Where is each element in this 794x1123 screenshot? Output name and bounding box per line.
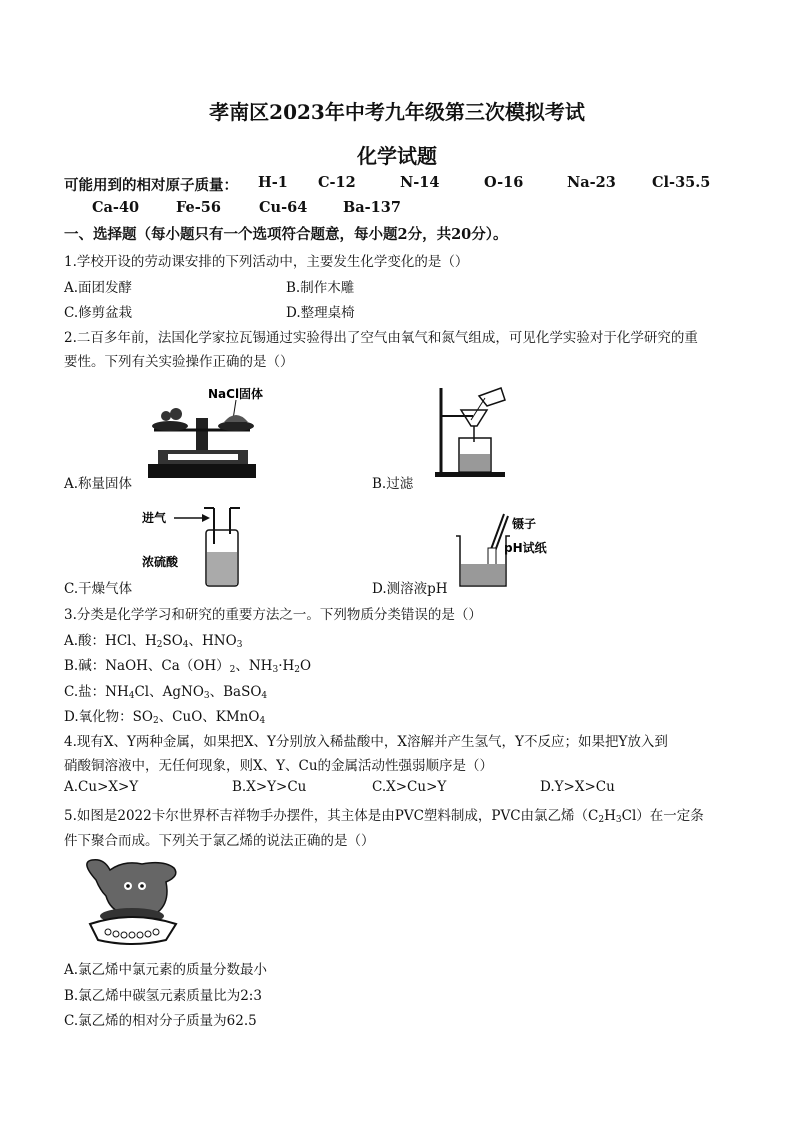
section-heading: 一、选择题（每小题只有一个选项符合题意，每小题2分，共20分）。 bbox=[64, 226, 508, 243]
q5-option-a: A.氯乙烯中氯元素的质量分数最小 bbox=[64, 962, 268, 978]
mascot-figure bbox=[70, 856, 190, 952]
page-title: 孝南区2023年中考九年级第三次模拟考试 bbox=[209, 100, 585, 124]
gas-in-label: 进气 bbox=[142, 511, 167, 525]
q1-option-a: A.面团发酵 bbox=[64, 280, 133, 296]
tweezers-label: 镊子 bbox=[512, 517, 537, 531]
page-subtitle: 化学试题 bbox=[357, 144, 437, 168]
q1-option-b: B.制作木雕 bbox=[286, 280, 355, 296]
atomic-mass-item: Cu-64 bbox=[259, 199, 308, 216]
q2-option-a: A.称量固体 bbox=[64, 476, 133, 492]
nacl-label: NaCl固体 bbox=[208, 387, 264, 401]
q4-option-d: D.Y>X>Cu bbox=[540, 779, 615, 795]
q4-stem-line1: 4.现有X、Y两种金属，如果把X、Y分别放入稀盐酸中，X溶解并产生氢气，Y不反应；如果把Y放入到 bbox=[64, 734, 668, 750]
atomic-mass-item: Na-23 bbox=[567, 174, 616, 191]
atomic-mass-label: 可能用到的相对原子质量： bbox=[64, 177, 238, 194]
q5-stem-line2: 件下聚合而成。下列关于氯乙烯的说法正确的是（） bbox=[64, 833, 375, 849]
balance-figure bbox=[140, 378, 280, 488]
q4-option-c: C.X>Cu>Y bbox=[372, 779, 447, 795]
atomic-mass-item: Cl-35.5 bbox=[652, 174, 711, 191]
atomic-mass-item: H-1 bbox=[258, 174, 288, 191]
q5-stem-line1: 5.如图是2022卡尔世界杯吉祥物手办摆件，其主体是由PVC塑料制成，PVC由氯乙烯$(C_2H_3Cl)$在一定条 bbox=[64, 808, 704, 825]
atomic-mass-item: O-16 bbox=[484, 174, 524, 191]
ph-paper-label: pH试纸 bbox=[504, 541, 547, 555]
q1-option-d: D.整理桌椅 bbox=[286, 305, 355, 321]
gas-drying-figure bbox=[140, 504, 260, 592]
q5-option-b: B.氯乙烯中碳氢元素质量比为2:3 bbox=[64, 988, 262, 1004]
filtration-figure bbox=[425, 380, 525, 480]
q2-option-b: B.过滤 bbox=[372, 476, 414, 492]
q5-option-c: C.氯乙烯的相对分子质量为62.5 bbox=[64, 1013, 257, 1029]
atomic-mass-item: C-12 bbox=[318, 174, 356, 191]
q2-stem-line1: 2.二百多年前，法国化学家拉瓦锡通过实验得出了空气由氧气和氮气组成，可见化学实验对于化学研究的重 bbox=[64, 330, 698, 346]
atomic-mass-item: Ca-40 bbox=[92, 199, 140, 216]
q2-stem-line2: 要性。下列有关实验操作正确的是（） bbox=[64, 354, 294, 370]
q2-option-d: D.测溶液pH bbox=[372, 581, 448, 597]
q3-option-a: A.酸：HCl、$H_2SO_4$、$HNO_3$ bbox=[64, 633, 243, 650]
q4-option-b: B.X>Y>Cu bbox=[232, 779, 307, 795]
q3-option-d: D.氧化物：$SO_2$、CuO、KMnO$_4$ bbox=[64, 709, 266, 726]
q1-option-c: C.修剪盆栽 bbox=[64, 305, 133, 321]
ph-test-figure bbox=[450, 506, 560, 590]
q1-stem: 1.学校开设的劳动课安排的下列活动中，主要发生化学变化的是（） bbox=[64, 254, 469, 270]
atomic-mass-item: Ba-137 bbox=[343, 199, 401, 216]
atomic-mass-item: N-14 bbox=[400, 174, 440, 191]
q3-stem: 3.分类是化学学习和研究的重要方法之一。下列物质分类错误的是（） bbox=[64, 607, 482, 623]
atomic-mass-item: Fe-56 bbox=[176, 199, 221, 216]
q3-option-b: B.碱：NaOH、$Ca(OH)_2$、$NH_3\cdot H_2O$ bbox=[64, 658, 312, 675]
q4-option-a: A.Cu>X>Y bbox=[64, 779, 139, 795]
acid-label: 浓硫酸 bbox=[142, 555, 179, 569]
q4-stem-line2: 硝酸铜溶液中，无任何现象，则X、Y、Cu的金属活动性强弱顺序是（） bbox=[64, 758, 494, 774]
q2-option-c: C.干燥气体 bbox=[64, 581, 133, 597]
q3-option-c: C.盐：$NH_4Cl$、AgNO$_3$、BaSO$_4$ bbox=[64, 684, 268, 701]
